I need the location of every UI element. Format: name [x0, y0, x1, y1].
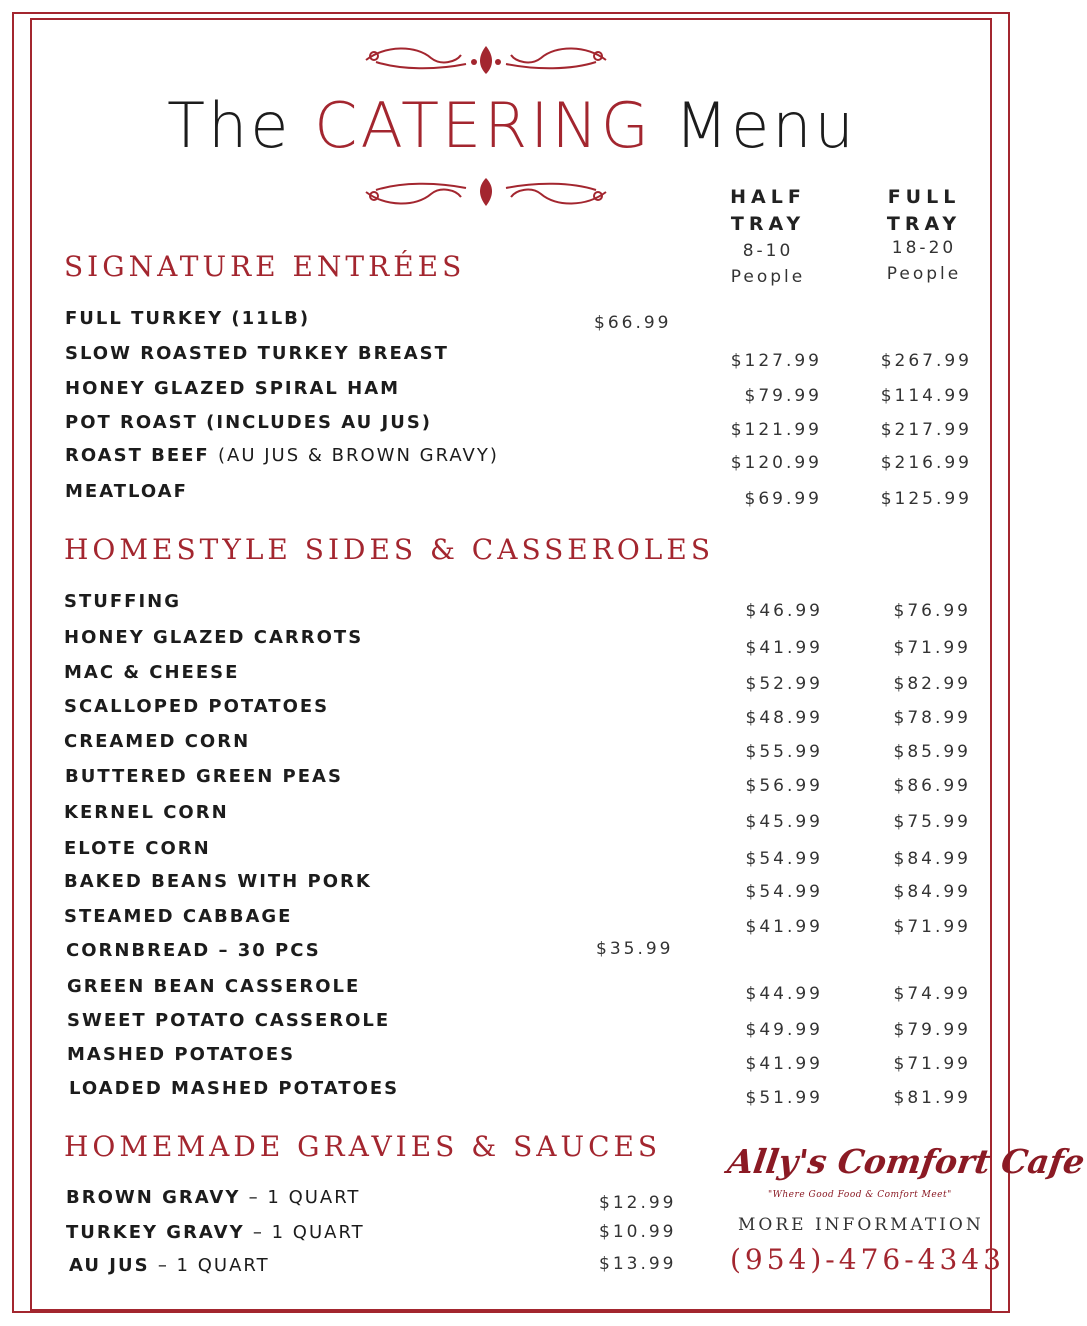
item-name-text: GREEN BEAN CASSEROLE: [67, 976, 361, 997]
menu-item-name: [67, 1044, 295, 1065]
section-heading-gravies: HOMEMADE GRAVIES & SAUCES: [64, 1130, 662, 1163]
full-tray-price: $75.99: [893, 812, 971, 832]
page-title: [0, 86, 1024, 166]
item-name-text: KERNEL CORN: [64, 802, 229, 823]
full-tray-header: [864, 184, 984, 287]
item-name-text: BUTTERED GREEN PEAS: [65, 766, 343, 787]
item-name-text: MEATLOAF: [65, 481, 188, 502]
item-name-text: SWEET POTATO CASSEROLE: [67, 1010, 391, 1031]
menu-item-name: [65, 445, 499, 466]
half-tray-header: [708, 184, 828, 290]
item-name-text: BAKED BEANS WITH PORK: [64, 871, 372, 892]
half-tray-price: $54.99: [745, 882, 823, 902]
full-tray-price: $217.99: [880, 420, 972, 440]
item-name-text: SCALLOPED POTATOES: [64, 696, 330, 717]
full-tray-price: $71.99: [893, 917, 971, 937]
item-name-text: MAC & CHEESE: [64, 662, 240, 683]
item-name-text: CREAMED CORN: [64, 731, 251, 752]
menu-item-name: [64, 731, 250, 752]
half-tray-price: $55.99: [745, 742, 823, 762]
full-tray-price: $84.99: [893, 849, 971, 869]
half-tray-serves-2: People: [730, 267, 806, 287]
title-accent: CATERING: [314, 89, 652, 162]
half-tray-price: $45.99: [745, 812, 823, 832]
full-tray-price: $82.99: [893, 674, 971, 694]
menu-item-name: [64, 838, 211, 859]
menu-item-name: [64, 696, 329, 717]
half-tray-price: $56.99: [745, 776, 823, 796]
half-tray-serves-1: 8-10: [742, 241, 794, 261]
full-tray-price: $267.99: [880, 351, 972, 371]
title-prefix: The: [167, 89, 292, 162]
title-suffix: Menu: [674, 89, 857, 162]
half-tray-price: $69.99: [744, 489, 822, 509]
cafe-tagline: "Where Good Food & Comfort Meet": [768, 1190, 952, 1200]
full-tray-price: $84.99: [893, 882, 971, 902]
item-note: (AU JUS & BROWN GRAVY): [218, 445, 499, 466]
full-tray-label-2: TRAY: [886, 213, 962, 235]
half-tray-price: $46.99: [745, 601, 823, 621]
menu-item-name: [64, 802, 229, 823]
single-price: $66.99: [594, 313, 672, 333]
half-tray-price: $54.99: [745, 849, 823, 869]
full-tray-price: $125.99: [880, 489, 972, 509]
item-name-text: POT ROAST (INCLUDES AU JUS): [65, 412, 433, 433]
menu-item-name: [64, 591, 181, 612]
half-tray-price: $48.99: [745, 708, 823, 728]
menu-item-name: [66, 1187, 360, 1208]
full-tray-serves-2: People: [886, 264, 962, 284]
full-tray-price: $216.99: [880, 453, 972, 473]
half-tray-price: $120.99: [730, 453, 822, 473]
menu-item-name: [69, 1078, 399, 1099]
menu-item-name: [65, 378, 400, 399]
top-ornament-icon: [356, 40, 616, 80]
section-heading-sides: HOMESTYLE SIDES & CASSEROLES: [64, 533, 715, 566]
menu-item-name: [65, 412, 432, 433]
half-tray-price: $41.99: [745, 638, 823, 658]
half-tray-price: $44.99: [745, 984, 823, 1004]
item-note: – 1 QUART: [157, 1255, 270, 1276]
menu-item-name: [67, 1010, 390, 1031]
item-name-text: HONEY GLAZED SPIRAL HAM: [65, 378, 401, 399]
full-tray-price: $71.99: [893, 638, 971, 658]
half-tray-price: $41.99: [745, 917, 823, 937]
single-price: $35.99: [596, 939, 674, 959]
single-price: $12.99: [599, 1193, 677, 1213]
half-tray-price: $51.99: [745, 1088, 823, 1108]
half-tray-price: $49.99: [745, 1020, 823, 1040]
single-price: $10.99: [599, 1222, 677, 1242]
full-tray-price: $78.99: [893, 708, 971, 728]
full-tray-price: $71.99: [893, 1054, 971, 1074]
full-tray-label-1: FULL: [887, 186, 961, 208]
full-tray-price: $85.99: [893, 742, 971, 762]
full-tray-price: $76.99: [893, 601, 971, 621]
full-tray-price: $114.99: [880, 386, 972, 406]
item-name-text: TURKEY GRAVY: [66, 1222, 245, 1243]
item-name-text: STEAMED CABBAGE: [64, 906, 293, 927]
menu-item-name: [67, 976, 360, 997]
more-information-label: MORE INFORMATION: [738, 1215, 984, 1235]
menu-item-name: [65, 766, 343, 787]
item-name-text: SLOW ROASTED TURKEY BREAST: [65, 343, 449, 364]
item-name-text: BROWN GRAVY: [66, 1187, 241, 1208]
item-name-text: ELOTE CORN: [64, 838, 211, 859]
menu-item-name: [66, 1222, 365, 1243]
half-tray-price: $52.99: [745, 674, 823, 694]
full-tray-price: $74.99: [893, 984, 971, 1004]
single-price: $13.99: [599, 1254, 677, 1274]
menu-item-name: [64, 871, 372, 892]
item-name-text: FULL TURKEY (11LB): [65, 308, 311, 329]
half-tray-price: $127.99: [730, 351, 822, 371]
phone-number: (954)-476-4343: [730, 1243, 1005, 1276]
half-tray-label-2: TRAY: [730, 213, 806, 235]
full-tray-price: $81.99: [893, 1088, 971, 1108]
item-name-text: LOADED MASHED POTATOES: [69, 1078, 400, 1099]
item-name-text: ROAST BEEF: [65, 445, 210, 466]
half-tray-price: $121.99: [730, 420, 822, 440]
full-tray-price: $79.99: [893, 1020, 971, 1040]
cafe-logo: Ally's Comfort Cafe: [725, 1142, 1087, 1181]
half-tray-label-1: HALF: [730, 186, 806, 208]
section-heading-entrees: SIGNATURE ENTRÉES: [64, 250, 466, 283]
half-tray-price: $41.99: [745, 1054, 823, 1074]
item-name-text: MASHED POTATOES: [67, 1044, 296, 1065]
item-name-text: CORNBREAD – 30 PCS: [66, 940, 321, 961]
item-note: – 1 QUART: [252, 1222, 365, 1243]
menu-item-name: [66, 940, 321, 961]
half-tray-price: $79.99: [744, 386, 822, 406]
item-name-text: STUFFING: [64, 591, 181, 612]
menu-item-name: [65, 308, 310, 329]
item-name-text: HONEY GLAZED CARROTS: [64, 627, 364, 648]
item-note: – 1 QUART: [248, 1187, 361, 1208]
menu-item-name: [64, 627, 363, 648]
menu-item-name: [64, 662, 239, 683]
menu-item-name: [69, 1255, 270, 1276]
item-name-text: AU JUS: [69, 1255, 150, 1276]
menu-item-name: [65, 343, 449, 364]
full-tray-price: $86.99: [893, 776, 971, 796]
full-tray-serves-1: 18-20: [891, 238, 957, 258]
menu-item-name: [64, 906, 292, 927]
menu-item-name: [65, 481, 188, 502]
bottom-ornament-icon: [356, 172, 616, 212]
